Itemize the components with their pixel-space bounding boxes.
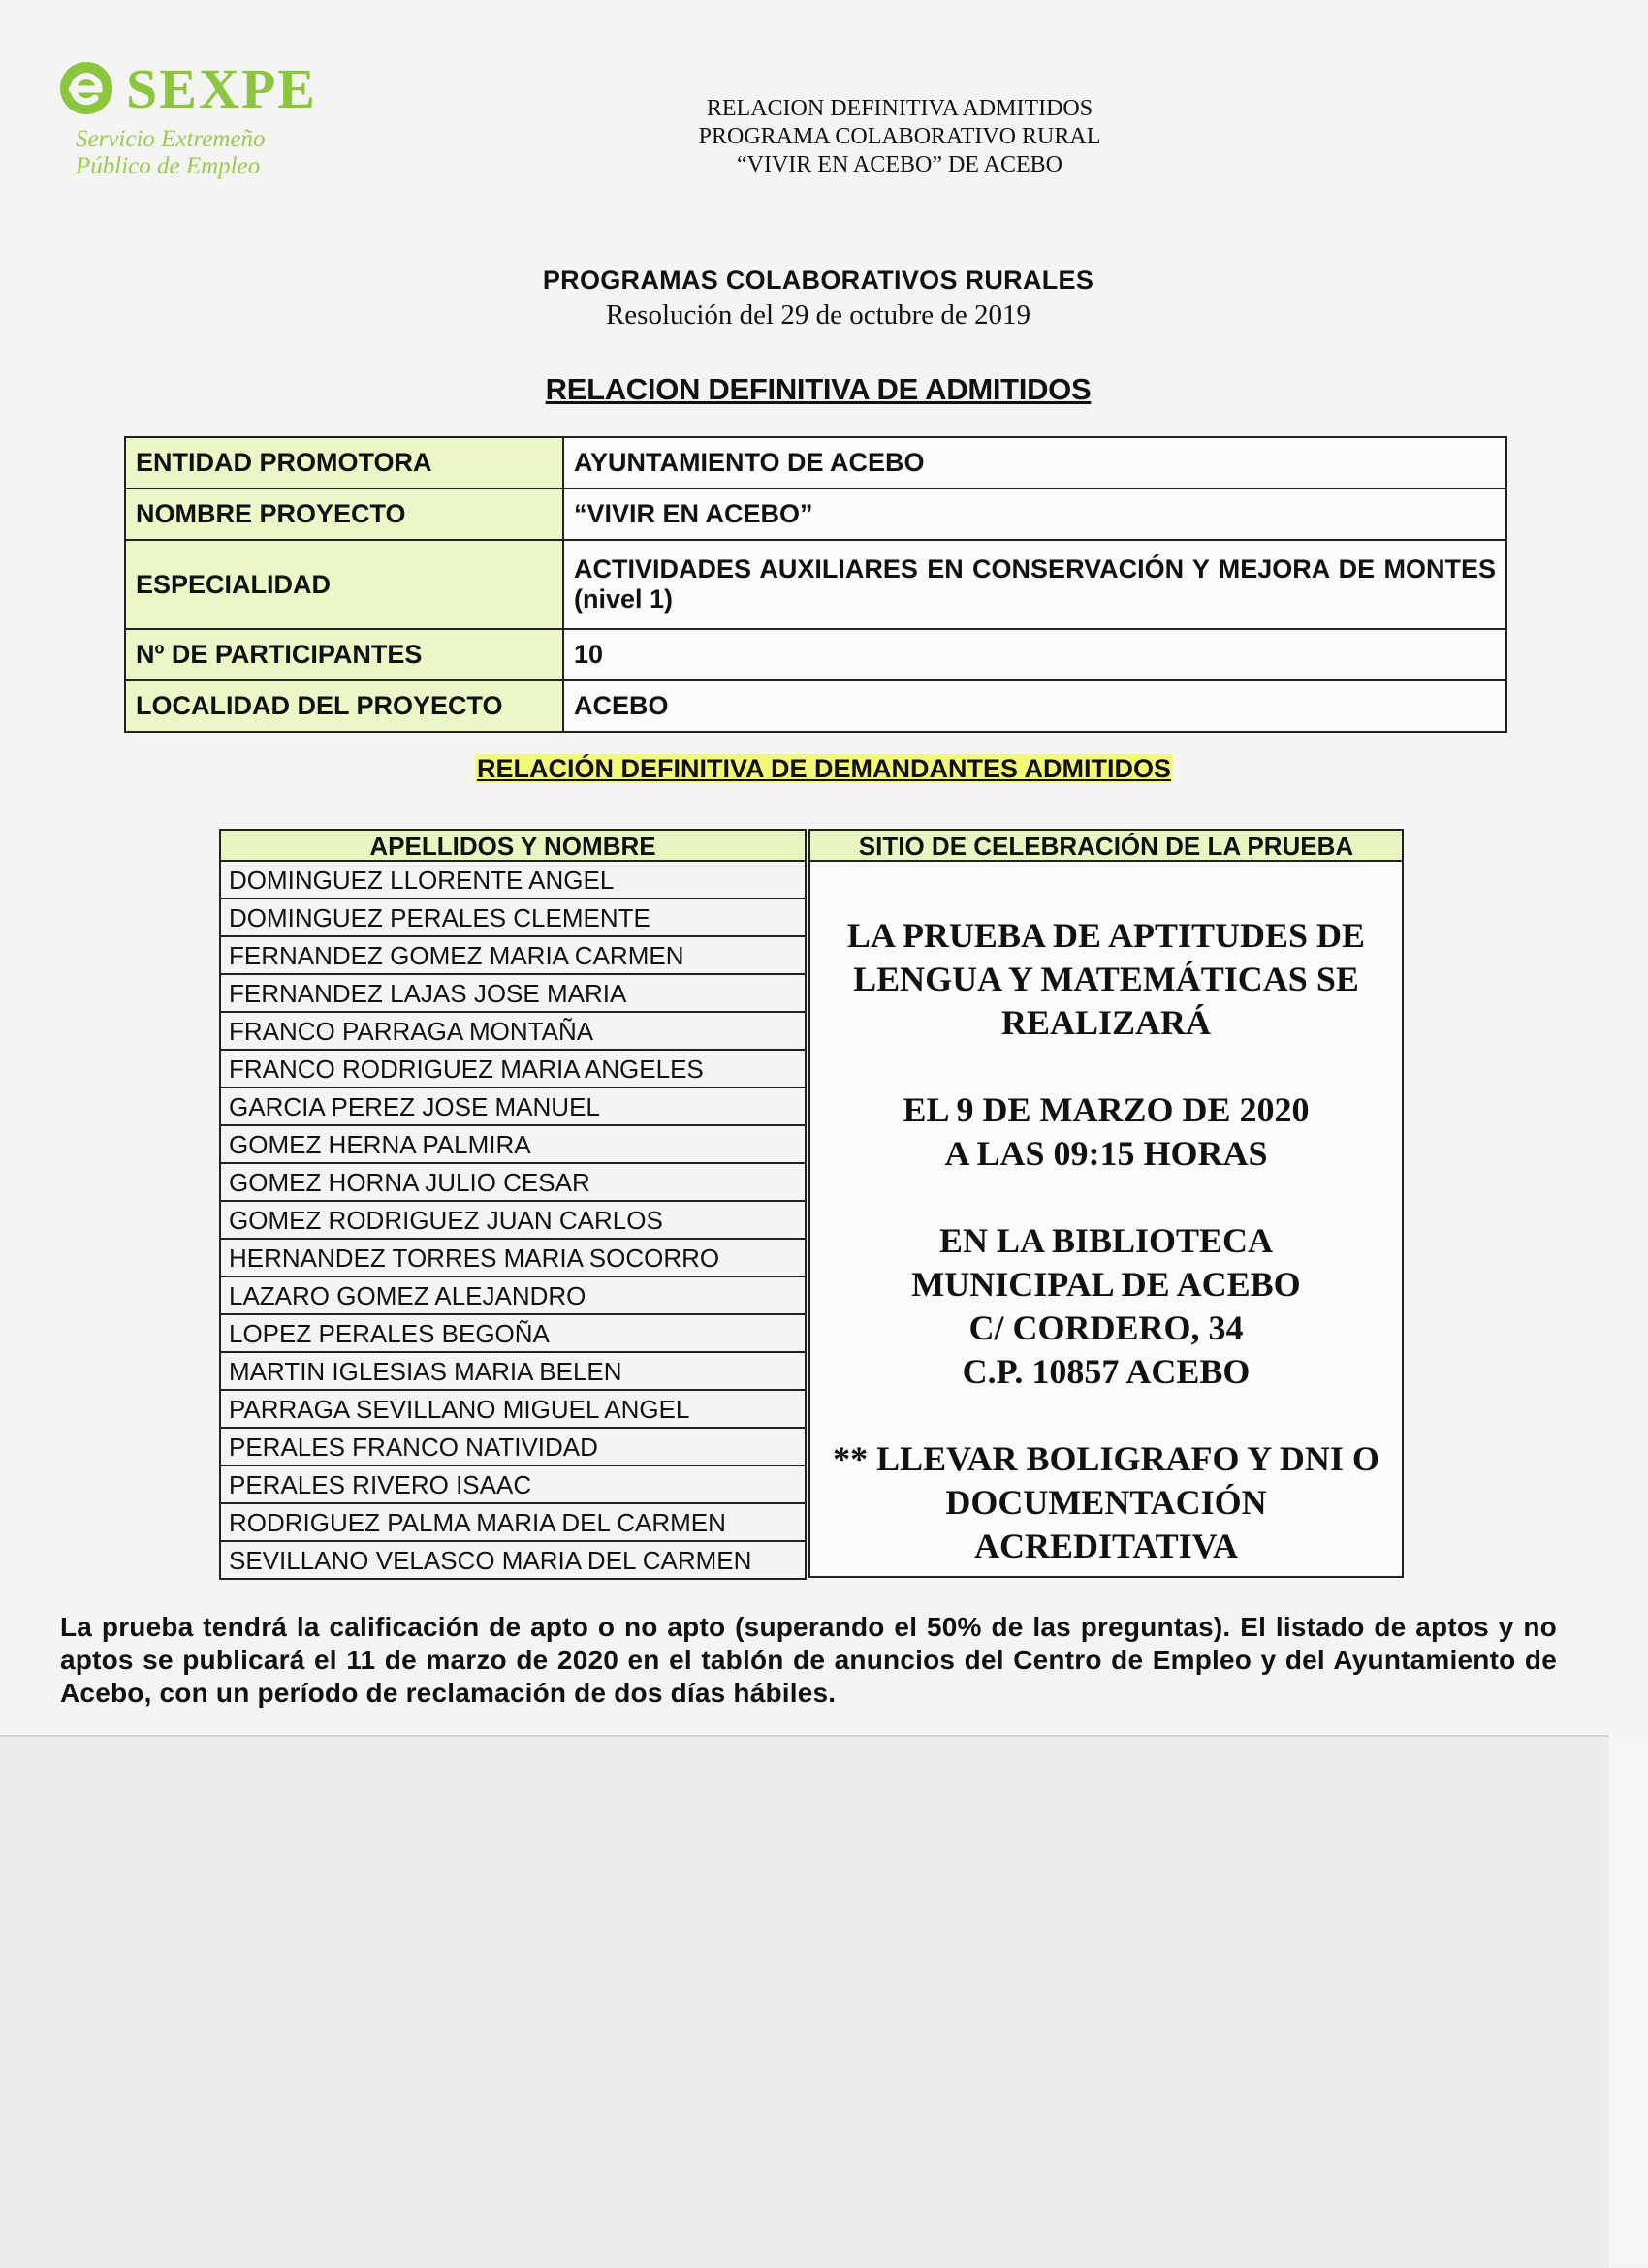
list-item: FRANCO PARRAGA MONTAÑA xyxy=(219,1013,807,1051)
sexpe-logo-icon xyxy=(58,60,114,116)
paper-edge xyxy=(1609,1735,1648,2266)
list-item: HERNANDEZ TORRES MARIA SOCORRO xyxy=(219,1240,807,1277)
info-label: ENTIDAD PROMOTORA xyxy=(125,437,563,488)
table-row xyxy=(125,437,1506,488)
list-item: LOPEZ PERALES BEGOÑA xyxy=(219,1315,807,1353)
info-label: NOMBRE PROYECTO xyxy=(125,488,563,540)
site-column-header: SITIO DE CELEBRACIÓN DE LA PRUEBA xyxy=(808,829,1404,862)
header-line-3: “VIVIR EN ACEBO” DE ACEBO xyxy=(737,152,1062,177)
exam-description: LA PRUEBA DE APTITUDES DE LENGUA Y MATEMÁTICAS SE REALIZARÁ xyxy=(846,916,1366,1042)
info-value: ACEBO xyxy=(563,680,1506,732)
admitted-title-text: RELACIÓN DEFINITIVA DE DEMANDANTES ADMITIDOS xyxy=(476,754,1171,783)
exam-date-time xyxy=(810,1088,1402,1176)
lower-paper-sheet xyxy=(0,1735,1609,2268)
info-value: 10 xyxy=(563,629,1506,680)
info-label: Nº DE PARTICIPANTES xyxy=(125,629,563,680)
info-value: ACTIVIDADES AUXILIARES EN CONSERVACIÓN Y MEJORA DE MONTES (nivel 1) xyxy=(563,540,1506,629)
list-item: MARTIN IGLESIAS MARIA BELEN xyxy=(219,1353,807,1391)
list-item: GOMEZ HORNA JULIO CESAR xyxy=(219,1164,807,1202)
exam-requirements: ** LLEVAR BOLIGRAFO Y DNI O DOCUMENTACIÓN ACREDITATIVA xyxy=(833,1439,1379,1565)
exam-location xyxy=(810,1219,1402,1394)
list-item: FERNANDEZ LAJAS JOSE MARIA xyxy=(219,975,807,1013)
header-line-2: PROGRAMA COLABORATIVO RURAL xyxy=(698,124,1101,149)
names-column xyxy=(219,829,807,1580)
list-item: SEVILLANO VELASCO MARIA DEL CARMEN xyxy=(219,1542,807,1580)
site-column xyxy=(808,829,1404,1578)
list-item: DOMINGUEZ PERALES CLEMENTE xyxy=(219,899,807,937)
table-row xyxy=(125,540,1506,629)
exam-time: A LAS 09:15 HORAS xyxy=(944,1134,1268,1173)
location-line-3: C/ CORDERO, 34 xyxy=(968,1308,1244,1347)
header-line-1: RELACION DEFINITIVA ADMITIDOS xyxy=(706,96,1093,121)
info-value: “VIVIR EN ACEBO” xyxy=(563,488,1506,540)
table-row xyxy=(125,680,1506,732)
location-line-4: C.P. 10857 ACEBO xyxy=(962,1352,1251,1391)
names-column-header: APELLIDOS Y NOMBRE xyxy=(219,829,807,862)
table-row xyxy=(125,629,1506,680)
list-item: RODRIGUEZ PALMA MARIA DEL CARMEN xyxy=(219,1504,807,1542)
exam-site-details xyxy=(808,862,1404,1578)
footer-note: La prueba tendrá la calificación de apto o no apto (superando el 50% de las preguntas). El listado de aptos y no aptos se publicará el 11 de marzo de 2020 en el tablón de anuncios del Centro de Empleo y del Ayuntamiento de Acebo, con un período de reclamación de dos días hábiles. xyxy=(60,1612,1557,1708)
admitted-section-title xyxy=(291,754,1357,784)
project-info-table xyxy=(124,436,1507,733)
logo-subtitle-2: Público de Empleo xyxy=(76,153,261,179)
table-row xyxy=(125,488,1506,540)
list-item: DOMINGUEZ LLORENTE ANGEL xyxy=(219,862,807,899)
admitted-table xyxy=(219,829,1406,1578)
programs-title: PROGRAMAS COLABORATIVOS RURALES xyxy=(542,266,1094,295)
list-item: GOMEZ HERNA PALMIRA xyxy=(219,1126,807,1164)
info-label: ESPECIALIDAD xyxy=(125,540,563,629)
location-line-2: MUNICIPAL DE ACEBO xyxy=(911,1265,1301,1304)
logo-wordmark: SEXPE xyxy=(126,57,317,120)
list-item: LAZARO GOMEZ ALEJANDRO xyxy=(219,1277,807,1315)
info-value: AYUNTAMIENTO DE ACEBO xyxy=(563,437,1506,488)
resolution-date: Resolución del 29 de octubre de 2019 xyxy=(605,299,1031,331)
document-header xyxy=(543,95,1256,179)
relation-title: RELACION DEFINITIVA DE ADMITIDOS xyxy=(545,372,1092,406)
list-item: GOMEZ RODRIGUEZ JUAN CARLOS xyxy=(219,1202,807,1240)
logo-subtitle-1: Servicio Extremeño xyxy=(76,126,266,152)
names-list xyxy=(219,862,807,1580)
sexpe-logo xyxy=(58,57,317,186)
info-label: LOCALIDAD DEL PROYECTO xyxy=(125,680,563,732)
list-item: PERALES RIVERO ISAAC xyxy=(219,1466,807,1504)
list-item: PERALES FRANCO NATIVIDAD xyxy=(219,1429,807,1466)
exam-date: EL 9 DE MARZO DE 2020 xyxy=(903,1090,1310,1129)
location-line-1: EN LA BIBLIOTECA xyxy=(938,1221,1274,1260)
list-item: FRANCO RODRIGUEZ MARIA ANGELES xyxy=(219,1051,807,1088)
list-item: FERNANDEZ GOMEZ MARIA CARMEN xyxy=(219,937,807,975)
list-item: PARRAGA SEVILLANO MIGUEL ANGEL xyxy=(219,1391,807,1429)
list-item: GARCIA PEREZ JOSE MANUEL xyxy=(219,1088,807,1126)
